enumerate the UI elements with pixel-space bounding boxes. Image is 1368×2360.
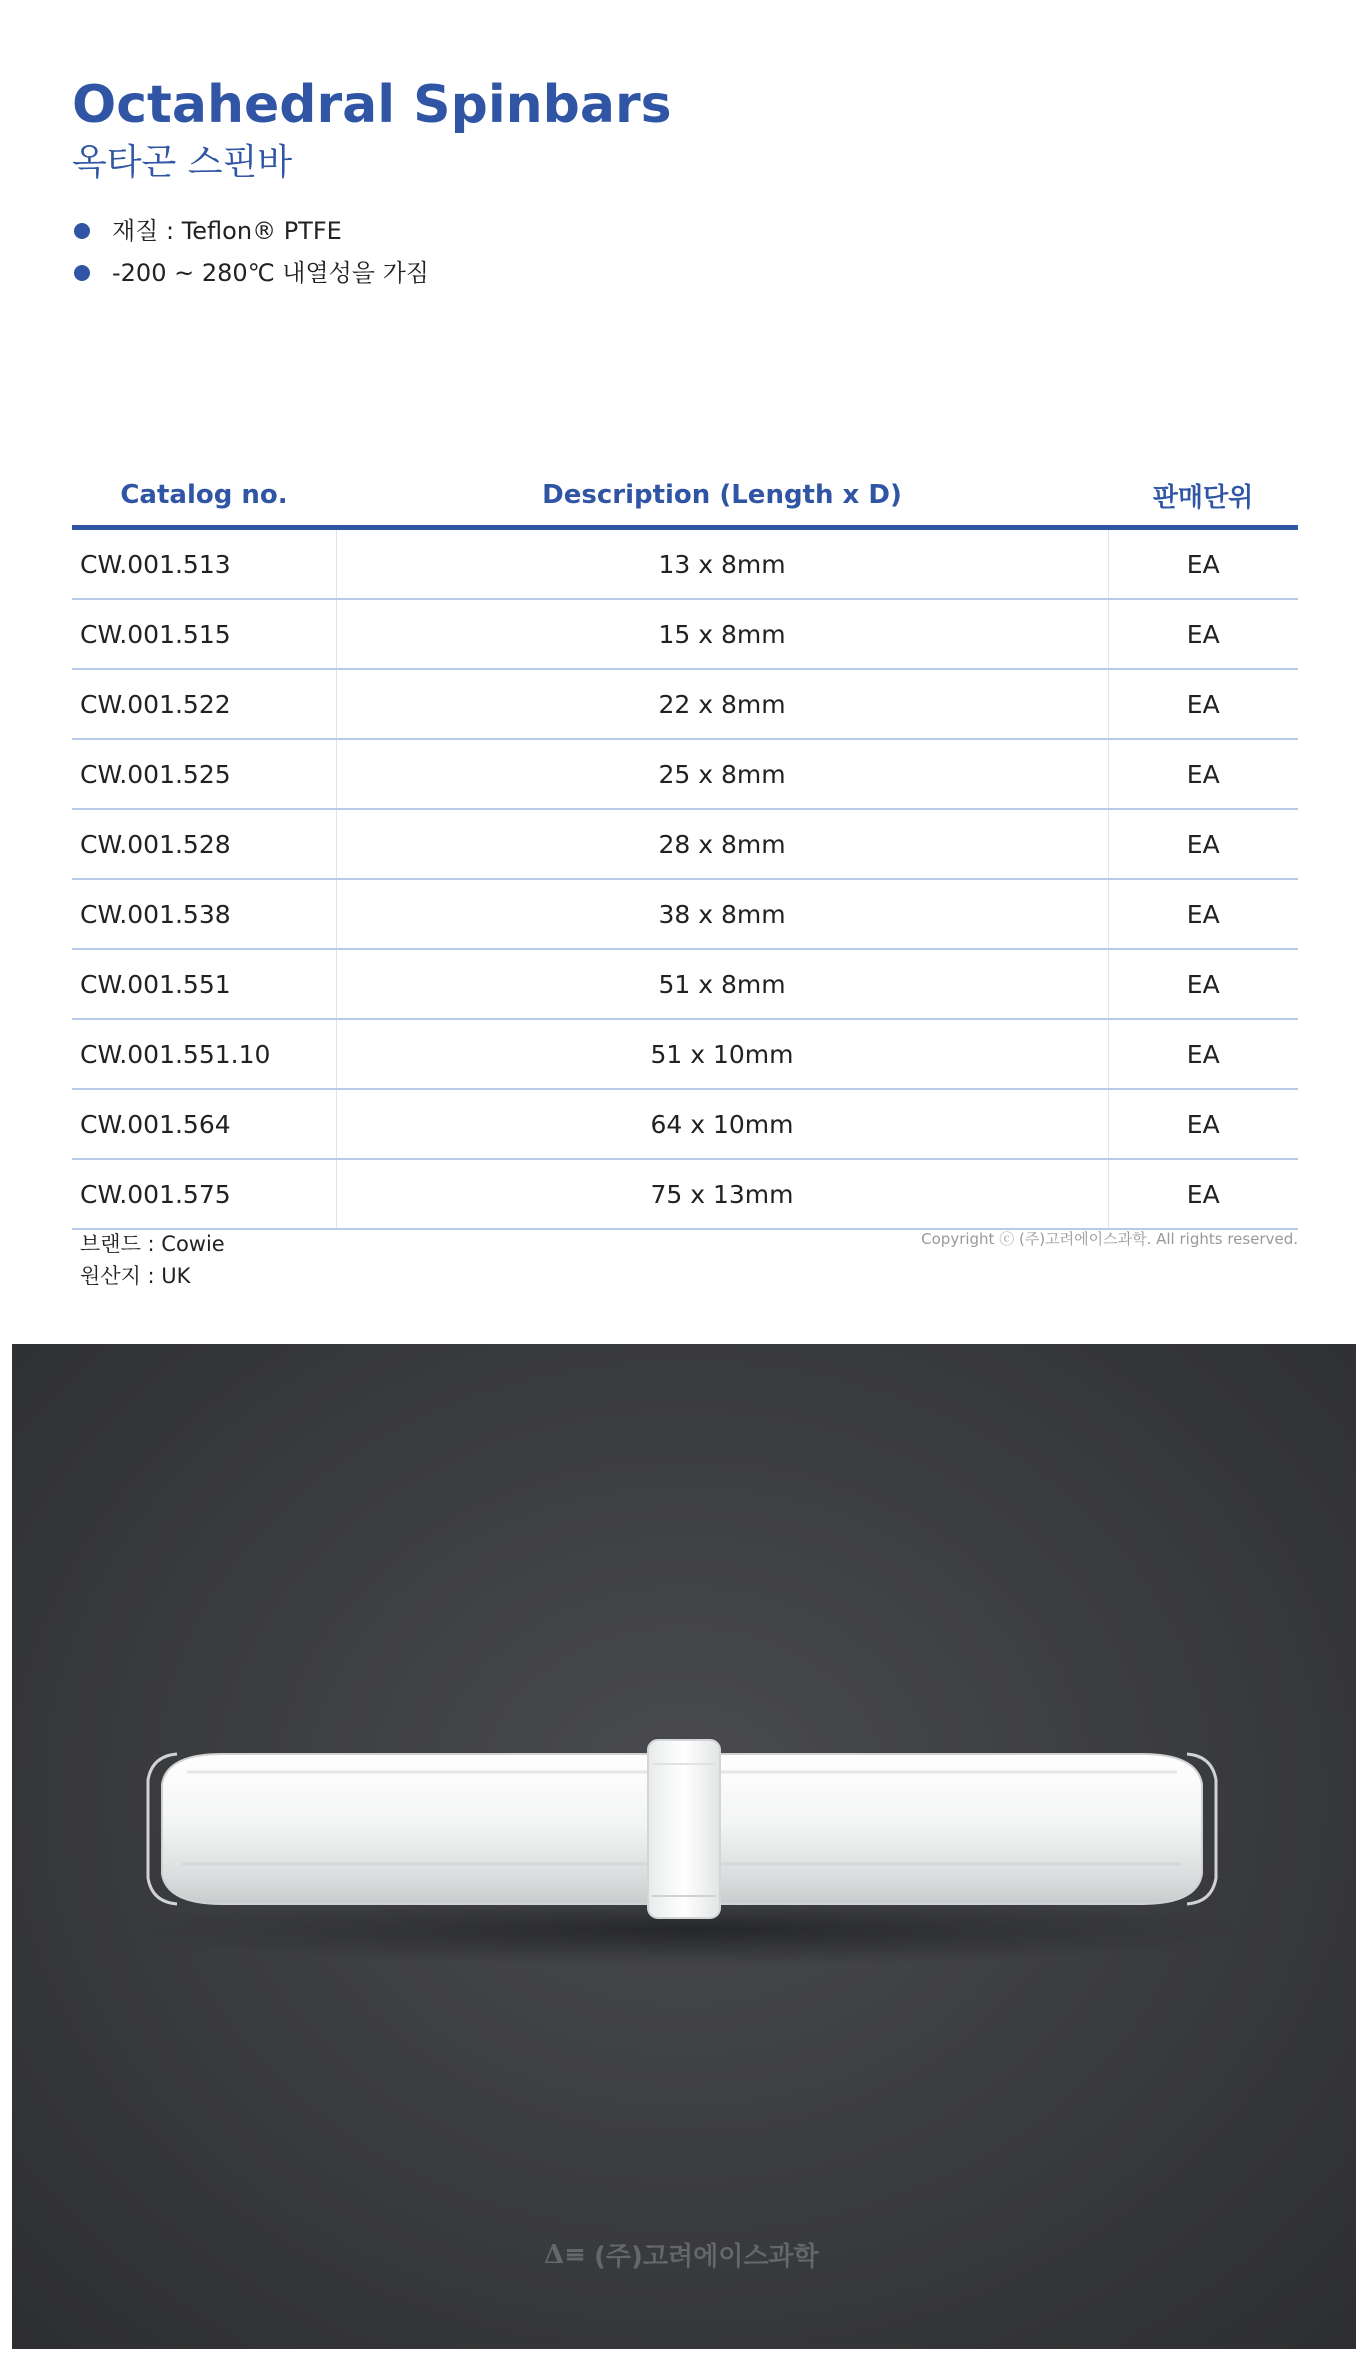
feature-text: 재질 : Teflon® PTFE (112, 217, 342, 245)
unit-cell: EA (1108, 879, 1298, 949)
unit-cell: EA (1108, 669, 1298, 739)
description-cell: 51 x 8mm (336, 949, 1108, 1019)
catalog-cell: CW.001.513 (72, 528, 336, 600)
table-row (72, 1019, 1298, 1089)
catalog-cell: CW.001.564 (72, 1089, 336, 1159)
table-row (72, 669, 1298, 739)
column-header-unit: 판매단위 (1108, 465, 1298, 528)
catalog-table (72, 465, 1298, 1230)
product-meta (80, 1228, 225, 1292)
table-row (72, 599, 1298, 669)
catalog-cell: CW.001.551 (72, 949, 336, 1019)
unit-cell: EA (1108, 949, 1298, 1019)
watermark-text: (주)고려에이스과학 (593, 2242, 819, 2272)
catalog-cell: CW.001.538 (72, 879, 336, 949)
description-cell: 22 x 8mm (336, 669, 1108, 739)
unit-cell: EA (1108, 1019, 1298, 1089)
unit-cell: EA (1108, 528, 1298, 600)
spinbar-image (12, 1344, 1356, 2349)
pivot-ring (648, 1740, 720, 1918)
description-cell: 75 x 13mm (336, 1159, 1108, 1229)
table-row (72, 1159, 1298, 1229)
company-logo-icon: Δ≡ (544, 2239, 586, 2270)
table-row (72, 739, 1298, 809)
page-title: Octahedral Spinbars (72, 75, 672, 135)
description-cell: 28 x 8mm (336, 809, 1108, 879)
watermark (544, 2236, 819, 2273)
feature-list (72, 210, 429, 294)
description-cell: 64 x 10mm (336, 1089, 1108, 1159)
column-header-catalog: Catalog no. (72, 465, 336, 528)
column-header-description: Description (Length x D) (336, 465, 1108, 528)
feature-item (72, 252, 429, 294)
description-cell: 15 x 8mm (336, 599, 1108, 669)
bullet-icon (74, 223, 90, 239)
catalog-cell: CW.001.525 (72, 739, 336, 809)
unit-cell: EA (1108, 1159, 1298, 1229)
brand-text: 브랜드 : Cowie (80, 1232, 225, 1256)
bullet-icon (74, 265, 90, 281)
page-subtitle: 옥타곤 스핀바 (72, 142, 293, 183)
feature-text: -200 ~ 280℃ 내열성을 가짐 (112, 259, 429, 287)
origin-text: 원산지 : UK (80, 1264, 191, 1288)
catalog-cell: CW.001.515 (72, 599, 336, 669)
feature-item (72, 210, 429, 252)
catalog-cell: CW.001.528 (72, 809, 336, 879)
product-photo (12, 1344, 1356, 2349)
table-header-row (72, 465, 1298, 528)
catalog-cell: CW.001.522 (72, 669, 336, 739)
table-row (72, 528, 1298, 600)
unit-cell: EA (1108, 599, 1298, 669)
catalog-cell: CW.001.575 (72, 1159, 336, 1229)
table-row (72, 879, 1298, 949)
copyright-text: Copyright ⓒ (주)고려에이스과학. All rights reserved. (921, 1230, 1298, 1248)
catalog-cell: CW.001.551.10 (72, 1019, 336, 1089)
table-row (72, 949, 1298, 1019)
unit-cell: EA (1108, 1089, 1298, 1159)
table-row (72, 809, 1298, 879)
unit-cell: EA (1108, 809, 1298, 879)
table-row (72, 1089, 1298, 1159)
unit-cell: EA (1108, 739, 1298, 809)
description-cell: 51 x 10mm (336, 1019, 1108, 1089)
description-cell: 38 x 8mm (336, 879, 1108, 949)
description-cell: 25 x 8mm (336, 739, 1108, 809)
description-cell: 13 x 8mm (336, 528, 1108, 600)
